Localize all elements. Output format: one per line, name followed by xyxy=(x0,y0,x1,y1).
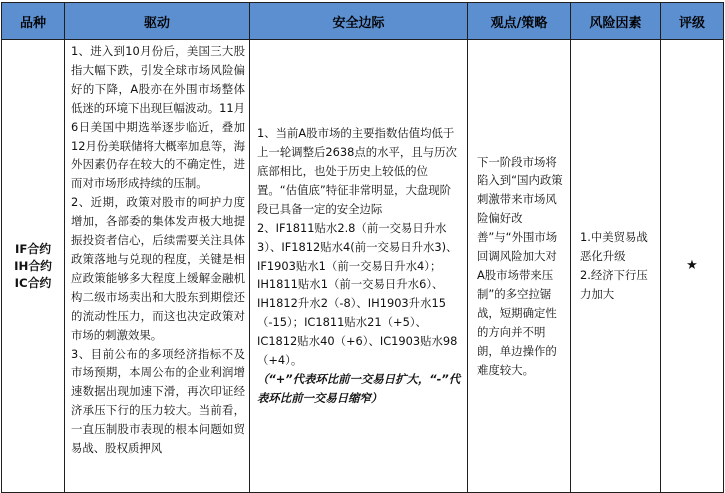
table-row xyxy=(2,40,724,493)
driver-paragraph: 3、目前公布的多项经济指标不及市场预期，本周公布的企业利润增速数据出现加速下滑，再次印证经济承压下行的压力较大。当前看，一直压制股市表现的根本问题如贸易战、股权质押风 xyxy=(71,346,245,456)
safety-paragraph: 2、IF1811贴水2.8（前一交易日升水3）、IF1812贴水4(前一交易日升水3)、IF1903贴水1（前一交易日升水4）；IH1811贴水1（前一交易日升水6）、IH1812升水2（-8）、IH1903升水15（-15）；IC1811贴水21（+5）、IC1812贴水40（+6）、IC1903贴水98（+4）。 xyxy=(257,220,458,368)
strategy-table xyxy=(1,2,724,493)
table-header-row xyxy=(2,3,724,40)
driver-paragraph: 2、近期，政策对股市的呵护力度增加，各部委的集体发声极大地提振投资者信心，后续需要关注具体政策落地与兑现的程度，关键是相应政策能够多大程度上缓解金融机构二级市场卖出和大股东到期偿还的流动性压力，而这也决定政策对市场的刺激效果。 xyxy=(71,195,245,342)
risk-cell xyxy=(571,40,661,493)
header-rating: 评级 xyxy=(661,3,724,40)
header-view-strategy: 观点/策略 xyxy=(468,3,571,40)
product-line: IF合约 xyxy=(14,241,52,256)
header-safety-margin: 安全边际 xyxy=(250,3,468,40)
safety-note: （“+”代表环比前一交易日扩大，“-”代表环比前一交易日缩窄） xyxy=(257,371,461,405)
rating-star: ★ xyxy=(661,40,724,493)
safety-margin-cell xyxy=(250,40,468,493)
risk-item: 2.经济下行压力加大 xyxy=(580,268,648,301)
header-risk-factors: 风险因素 xyxy=(571,3,661,40)
product-line: IH合约 xyxy=(14,258,52,273)
driver-cell xyxy=(65,40,250,493)
product-line: IC合约 xyxy=(14,275,52,290)
safety-paragraph: 1、当前A股市场的主要指数估值均低于上一轮调整后2638点的水平，且与历次底部相比，也处于历史上较低的位置。“估值底”特征非常明显，大盘现阶段已具备一定的安全边际 xyxy=(257,126,457,216)
header-product: 品种 xyxy=(2,3,65,40)
header-driver: 驱动 xyxy=(65,3,250,40)
view-cell: 下一阶段市场将陷入到“国内政策刺激带来市场风险偏好改善”与“外围市场回调风险加大对A股市场带来压制”的多空拉锯战，短期确定性的方向并不明朗，单边操作的难度较大。 xyxy=(468,40,571,493)
driver-paragraph: 1、进入到10月份后，美国三大股指大幅下跌，引发全球市场风险偏好的下降，A股亦在外围市场整体低迷的环境下出现巨幅波动。11月6日美国中期选举逐步临近，叠加12月份美联储将大概率加息等，海外因素仍存在较大的不确定性，进而对市场形成持续的压制。 xyxy=(71,44,245,191)
risk-item: 1.中美贸易战恶化升级 xyxy=(580,230,648,264)
product-cell xyxy=(2,40,65,493)
